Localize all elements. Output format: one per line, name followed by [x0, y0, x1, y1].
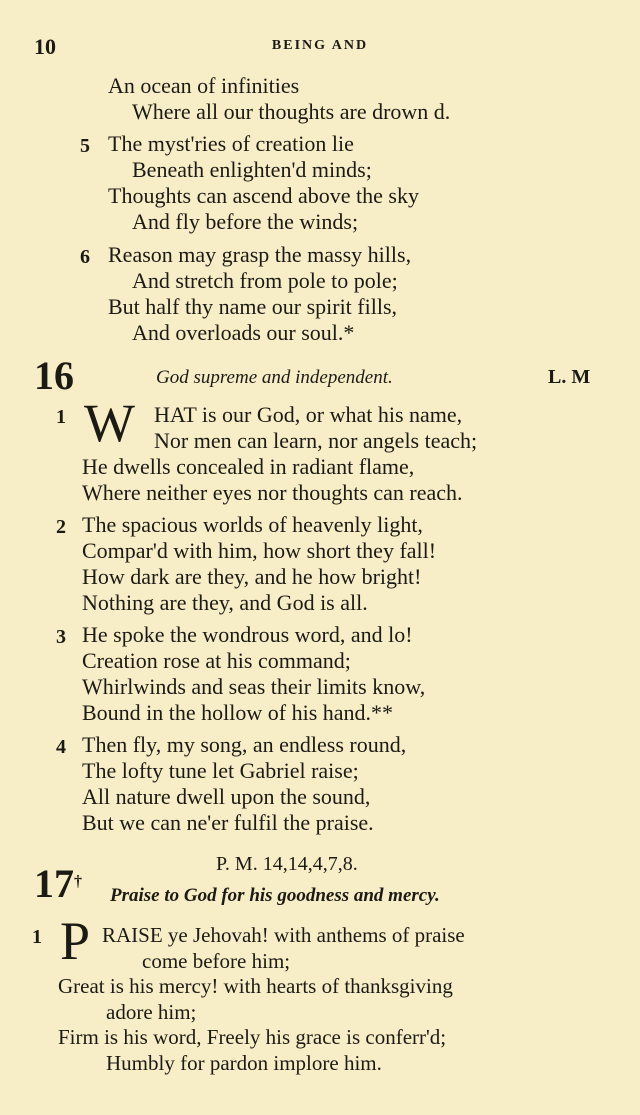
verse-line: And stretch from pole to pole; — [132, 268, 398, 293]
page-header — [0, 34, 640, 58]
verse-line: Nor men can learn, nor angels teach; — [154, 428, 478, 453]
verse-line: The spacious worlds of heavenly light, — [82, 512, 423, 537]
verse-line: Thoughts can ascend above the sky — [108, 183, 419, 208]
stanza-number: 5 — [80, 135, 90, 157]
verse-line: He spoke the wondrous word, and lo! — [82, 622, 413, 647]
verse-line: HAT is our God, or what his name, — [154, 402, 463, 427]
stanza-number: 3 — [56, 626, 66, 648]
verse-line: come before him; — [142, 949, 291, 973]
stanza-number: 4 — [56, 736, 66, 758]
verse-line: Where all our thoughts are drown d. — [132, 99, 451, 124]
verse-line: Compar'd with him, how short they fall! — [82, 538, 437, 563]
verse-line: How dark are they, and he how bright! — [82, 564, 422, 589]
hymn-title: Praise to God for his goodness and mercy. — [110, 885, 440, 906]
verse-line: An ocean of infinities — [108, 73, 300, 98]
verse-line: He dwells concealed in radiant flame, — [82, 454, 415, 479]
verse-line: Reason may grasp the massy hills, — [108, 242, 412, 267]
verse-line: But half thy name our spirit fills, — [108, 294, 398, 319]
verse-line: The myst'ries of creation lie — [108, 131, 354, 156]
verse-line: Firm is his word, Freely his grace is conferr'd; — [58, 1025, 447, 1049]
verse-line: Great is his mercy! with hearts of thanksgiving — [58, 974, 453, 998]
drop-cap: W — [84, 393, 135, 453]
drop-cap: P — [60, 911, 91, 971]
stanza-number: 1 — [56, 406, 66, 428]
hymn-number: 16 — [34, 353, 74, 398]
page-number: 10 — [34, 34, 56, 59]
hymn-number-text: 17 — [34, 861, 74, 906]
stanza-number: 1 — [32, 926, 42, 948]
verse-line: RAISE ye Jehovah! with anthems of praise — [102, 923, 465, 947]
verse-line: Beneath enlighten'd minds; — [132, 157, 372, 182]
verse-line: All nature dwell upon the sound, — [82, 784, 371, 809]
hymn-title: God supreme and independent. — [156, 367, 393, 388]
verse-line: Humbly for pardon implore him. — [106, 1051, 382, 1075]
stanza-number: 2 — [56, 516, 66, 538]
verse-line: Where neither eyes nor thoughts can reach. — [82, 480, 463, 505]
hymn-meter: L. M — [548, 366, 591, 388]
verse-line: adore him; — [106, 1000, 197, 1024]
running-head: BEING AND — [271, 38, 369, 53]
stanza-number: 6 — [80, 246, 90, 268]
hymn-meter: P. M. 14,14,4,7,8. — [216, 853, 358, 875]
verse-line: The lofty tune let Gabriel raise; — [82, 758, 359, 783]
verse-line: Nothing are they, and God is all. — [82, 590, 368, 615]
hymn-mark: † — [74, 873, 82, 890]
verse-line: Whirlwinds and seas their limits know, — [82, 674, 426, 699]
verse-line: But we can ne'er fulfil the praise. — [82, 810, 374, 835]
verse-line: Creation rose at his command; — [82, 648, 351, 673]
verse-line: Then fly, my song, an endless round, — [82, 732, 407, 757]
verse-line: Bound in the hollow of his hand.** — [82, 700, 394, 725]
verse-line: And fly before the winds; — [132, 209, 359, 234]
hymn-number — [34, 862, 82, 906]
verse-line: And overloads our soul.* — [132, 320, 355, 345]
